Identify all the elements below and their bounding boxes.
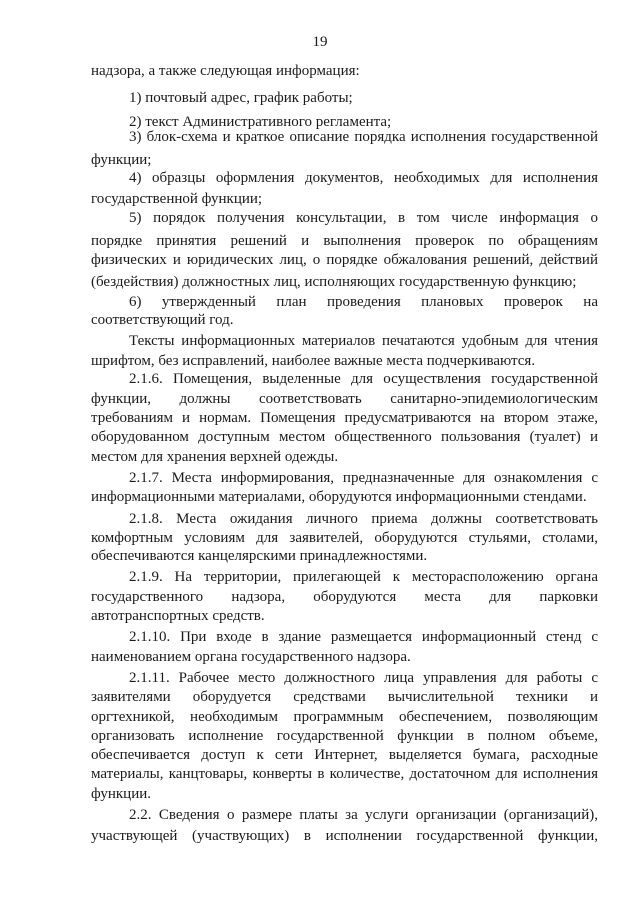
text-line: 6) утвержденный план проведения плановых проверок на	[129, 294, 598, 310]
text-line: государственного надзора, оборудуются места для парковки	[91, 589, 598, 605]
text-line: функции.	[91, 786, 151, 802]
text-line: оборудованном доступным местом общественного пользования (туалет) и	[91, 429, 598, 445]
text-line: наименованием органа государственного надзора.	[91, 649, 411, 665]
text-line: 2.1.8. Места ожидания личного приема должны соответствовать	[129, 511, 598, 527]
text-line: оргтехникой, необходимым программным обеспечением, позволяющим	[91, 709, 598, 725]
text-line: организовать исполнение государственной функции в полном объеме,	[91, 728, 598, 744]
text-line: информационными материалами, оборудуются информационными стендами.	[91, 489, 587, 505]
text-line: порядке принятия решений и выполнения проверок по обращениям	[91, 233, 598, 249]
text-line: обеспечиваются канцелярскими принадлежностями.	[91, 548, 428, 564]
text-line: 2.1.10. При входе в здание размещается информационный стенд с	[129, 629, 598, 645]
text-line: соответствующий год.	[91, 312, 234, 328]
text-line: 2.1.11. Рабочее место должностного лица управления для работы с	[129, 670, 598, 686]
text-line: физических и юридических лиц, о порядке обжалования решений, действий	[91, 252, 598, 268]
text-line: 2.2. Сведения о размере платы за услуги организации (организаций),	[129, 807, 598, 823]
text-line: обеспечивается доступ к сети Интернет, выделяется бумага, расходные	[91, 747, 598, 763]
text-line: 2.1.9. На территории, прилегающей к месторасположению органа	[129, 569, 598, 585]
text-line: 3) блок-схема и краткое описание порядка исполнения государственной	[129, 129, 598, 145]
text-line: надзора, а также следующая информация:	[91, 63, 360, 79]
text-line: шрифтом, без исправлений, наиболее важные места подчеркиваются.	[91, 353, 536, 369]
text-line: (бездействия) должностных лиц, исполняющих государственную функцию;	[91, 274, 577, 290]
text-line: 4) образцы оформления документов, необходимых для исполнения	[129, 170, 598, 186]
page-number: 19	[312, 34, 328, 50]
text-line: государственной функции;	[91, 191, 263, 207]
text-line: заявителями оборудуется средствами вычислительной техники и	[91, 689, 598, 705]
text-line: комфортным условиям для заявителей, оборудуются стульями, столами,	[91, 530, 598, 546]
text-line: Тексты информационных материалов печатаются удобным для чтения	[129, 333, 598, 349]
text-line: материалы, канцтовары, конверты в количестве, достаточном для исполнения	[91, 766, 598, 782]
text-line: функции, должны соответствовать санитарно-эпидемиологическим	[91, 391, 598, 407]
text-line: 2) текст Административного регламента;	[129, 114, 392, 130]
text-line: 2.1.6. Помещения, выделенные для осуществления государственной	[129, 371, 598, 387]
text-line: функции;	[91, 152, 152, 168]
text-line: местом для хранения верхней одежды.	[91, 449, 339, 465]
text-line: автотранспортных средств.	[91, 608, 265, 624]
text-line: требованиям и нормам. Помещения предусматриваются на втором этаже,	[91, 410, 598, 426]
text-line: 1) почтовый адрес, график работы;	[129, 90, 353, 106]
text-line: 5) порядок получения консультации, в том числе информация о	[129, 210, 598, 226]
text-line: участвующей (участвующих) в исполнении государственной функции,	[91, 828, 598, 844]
text-line: 2.1.7. Места информирования, предназначенные для ознакомления с	[129, 470, 598, 486]
